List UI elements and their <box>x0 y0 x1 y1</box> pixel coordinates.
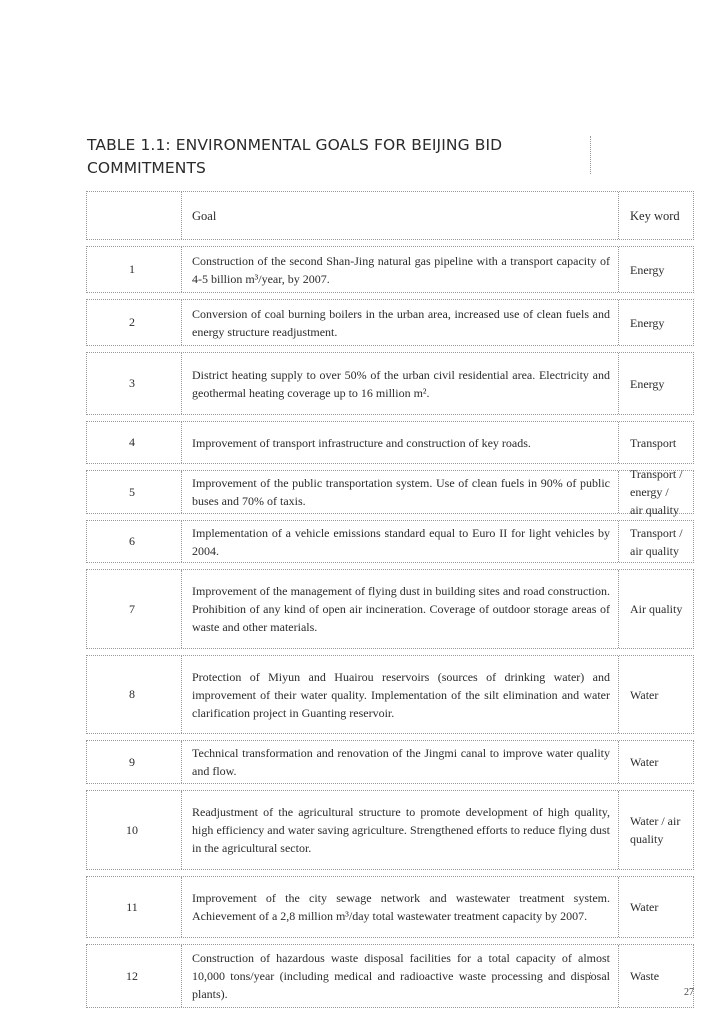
row-goal: Readjustment of the agricultural structure to promote development of high quality, high efficiency and water saving agriculture. Strengthened efforts to reduce flying dust in the agricultural sector. <box>192 805 610 855</box>
row-keyword-cell <box>619 300 693 345</box>
header-keyword: Key word <box>630 208 680 223</box>
row-keyword: Waste <box>630 969 660 983</box>
table-row <box>86 299 694 346</box>
table-row <box>86 876 694 938</box>
row-keyword-cell <box>619 877 693 937</box>
table-row <box>86 421 694 464</box>
table-row <box>86 520 694 563</box>
row-goal-cell <box>181 300 619 345</box>
row-goal-cell <box>181 656 619 733</box>
header-number-cell <box>87 192 181 239</box>
row-keyword: Transport / air quality <box>630 525 683 558</box>
row-keyword: Water <box>630 687 659 702</box>
row-goal: Construction of hazardous waste disposal facilities for a total capacity of almost 10,000 tons/year (including medical and radioactive waste processing and disposal plants). <box>192 951 610 1001</box>
table-row <box>86 246 694 293</box>
row-keyword-cell <box>619 570 693 648</box>
row-keyword-cell <box>619 945 693 1007</box>
row-keyword-cell <box>619 656 693 733</box>
row-number-cell <box>87 656 181 733</box>
row-goal-cell <box>181 521 619 562</box>
row-number: 3 <box>129 376 135 390</box>
header-goal: Goal <box>192 208 217 223</box>
row-goal-cell <box>181 422 619 463</box>
row-number: 12 <box>126 968 138 983</box>
header-keyword-cell <box>619 192 693 239</box>
row-keyword: Transport / energy / air quality <box>630 467 683 517</box>
table-row <box>86 352 694 415</box>
table-header-row <box>86 191 694 240</box>
row-keyword: Water <box>630 755 659 769</box>
row-number-cell <box>87 247 181 292</box>
table-row <box>86 569 694 649</box>
row-number-cell <box>87 471 181 513</box>
row-keyword-cell <box>619 791 693 869</box>
table-row <box>86 790 694 870</box>
row-goal-cell <box>181 570 619 648</box>
row-number: 1 <box>129 262 135 276</box>
row-goal: Technical transformation and renovation of the Jingmi canal to improve water quality and flow. <box>192 746 610 778</box>
row-number-cell <box>87 422 181 463</box>
header-goal-cell <box>181 192 619 239</box>
table-row <box>86 740 694 784</box>
footer-divider <box>590 972 591 980</box>
row-number: 2 <box>129 315 135 329</box>
row-number-cell <box>87 741 181 783</box>
row-keyword-cell <box>619 422 693 463</box>
row-goal-cell <box>181 877 619 937</box>
row-goal-cell <box>181 945 619 1007</box>
row-goal: Improvement of the management of flying dust in building sites and road construction. Prohibition of any kind of open air incineration. Coverage of outdoor storage areas of waste and other materials. <box>192 584 610 634</box>
row-goal-cell <box>181 471 619 513</box>
goals-table <box>86 191 694 1014</box>
row-keyword: Air quality <box>630 602 683 616</box>
row-keyword-cell <box>619 521 693 562</box>
table-row <box>86 655 694 734</box>
row-number: 11 <box>126 899 138 914</box>
table-title: TABLE 1.1: ENVIRONMENTAL GOALS FOR BEIJING BID COMMITMENTS <box>87 136 503 177</box>
row-number-cell <box>87 570 181 648</box>
row-keyword-cell <box>619 247 693 292</box>
page-number: 27 <box>684 987 694 998</box>
row-number-cell <box>87 353 181 414</box>
row-number: 6 <box>129 534 135 548</box>
row-number: 5 <box>129 484 135 499</box>
title-divider <box>590 136 591 174</box>
row-number: 4 <box>129 435 135 449</box>
row-keyword-cell <box>619 467 693 517</box>
row-keyword-cell <box>619 353 693 414</box>
row-number: 10 <box>126 822 138 837</box>
row-keyword: Water / air quality <box>630 814 681 846</box>
row-number-cell <box>87 945 181 1007</box>
row-number: 8 <box>129 687 135 701</box>
row-keyword: Water <box>630 900 659 914</box>
row-goal: Protection of Miyun and Huairou reservoirs (sources of drinking water) and improvement of their water quality. Implementation of the silt elimination and water clarification project in Guanting reservoir. <box>192 669 610 720</box>
row-number-cell <box>87 791 181 869</box>
row-keyword: Energy <box>630 315 665 330</box>
row-goal: Improvement of the city sewage network and wastewater treatment system. Achievement of a 2,8 million m³/day total wastewater treatment capacity by 2007. <box>192 891 610 923</box>
row-keyword: Energy <box>630 376 665 391</box>
row-goal: Improvement of the public transportation system. Use of clean fuels in 90% of public buses and 70% of taxis. <box>192 476 610 508</box>
row-goal: Construction of the second Shan-Jing natural gas pipeline with a transport capacity of 4-5 billion m³/year, by 2007. <box>192 253 610 286</box>
row-number: 9 <box>129 754 135 769</box>
row-number: 7 <box>129 601 135 616</box>
row-goal: Implementation of a vehicle emissions standard equal to Euro II for light vehicles by 2004. <box>192 525 610 558</box>
row-keyword: Transport <box>630 435 677 450</box>
row-goal-cell <box>181 247 619 292</box>
row-number-cell <box>87 877 181 937</box>
row-goal: Conversion of coal burning boilers in the urban area, increased use of clean fuels and energy structure readjustment. <box>192 306 610 339</box>
row-number-cell <box>87 300 181 345</box>
table-row <box>86 467 694 517</box>
row-number-cell <box>87 521 181 562</box>
table-row <box>86 944 694 1008</box>
row-goal-cell <box>181 353 619 414</box>
row-goal-cell <box>181 741 619 783</box>
row-keyword: Energy <box>630 262 665 277</box>
row-goal: District heating supply to over 50% of the urban civil residential area. Electricity and geothermal heating coverage up to 16 million m². <box>192 367 610 400</box>
row-goal-cell <box>181 791 619 869</box>
row-goal: Improvement of transport infrastructure and construction of key roads. <box>192 435 531 450</box>
row-keyword-cell <box>619 741 693 783</box>
